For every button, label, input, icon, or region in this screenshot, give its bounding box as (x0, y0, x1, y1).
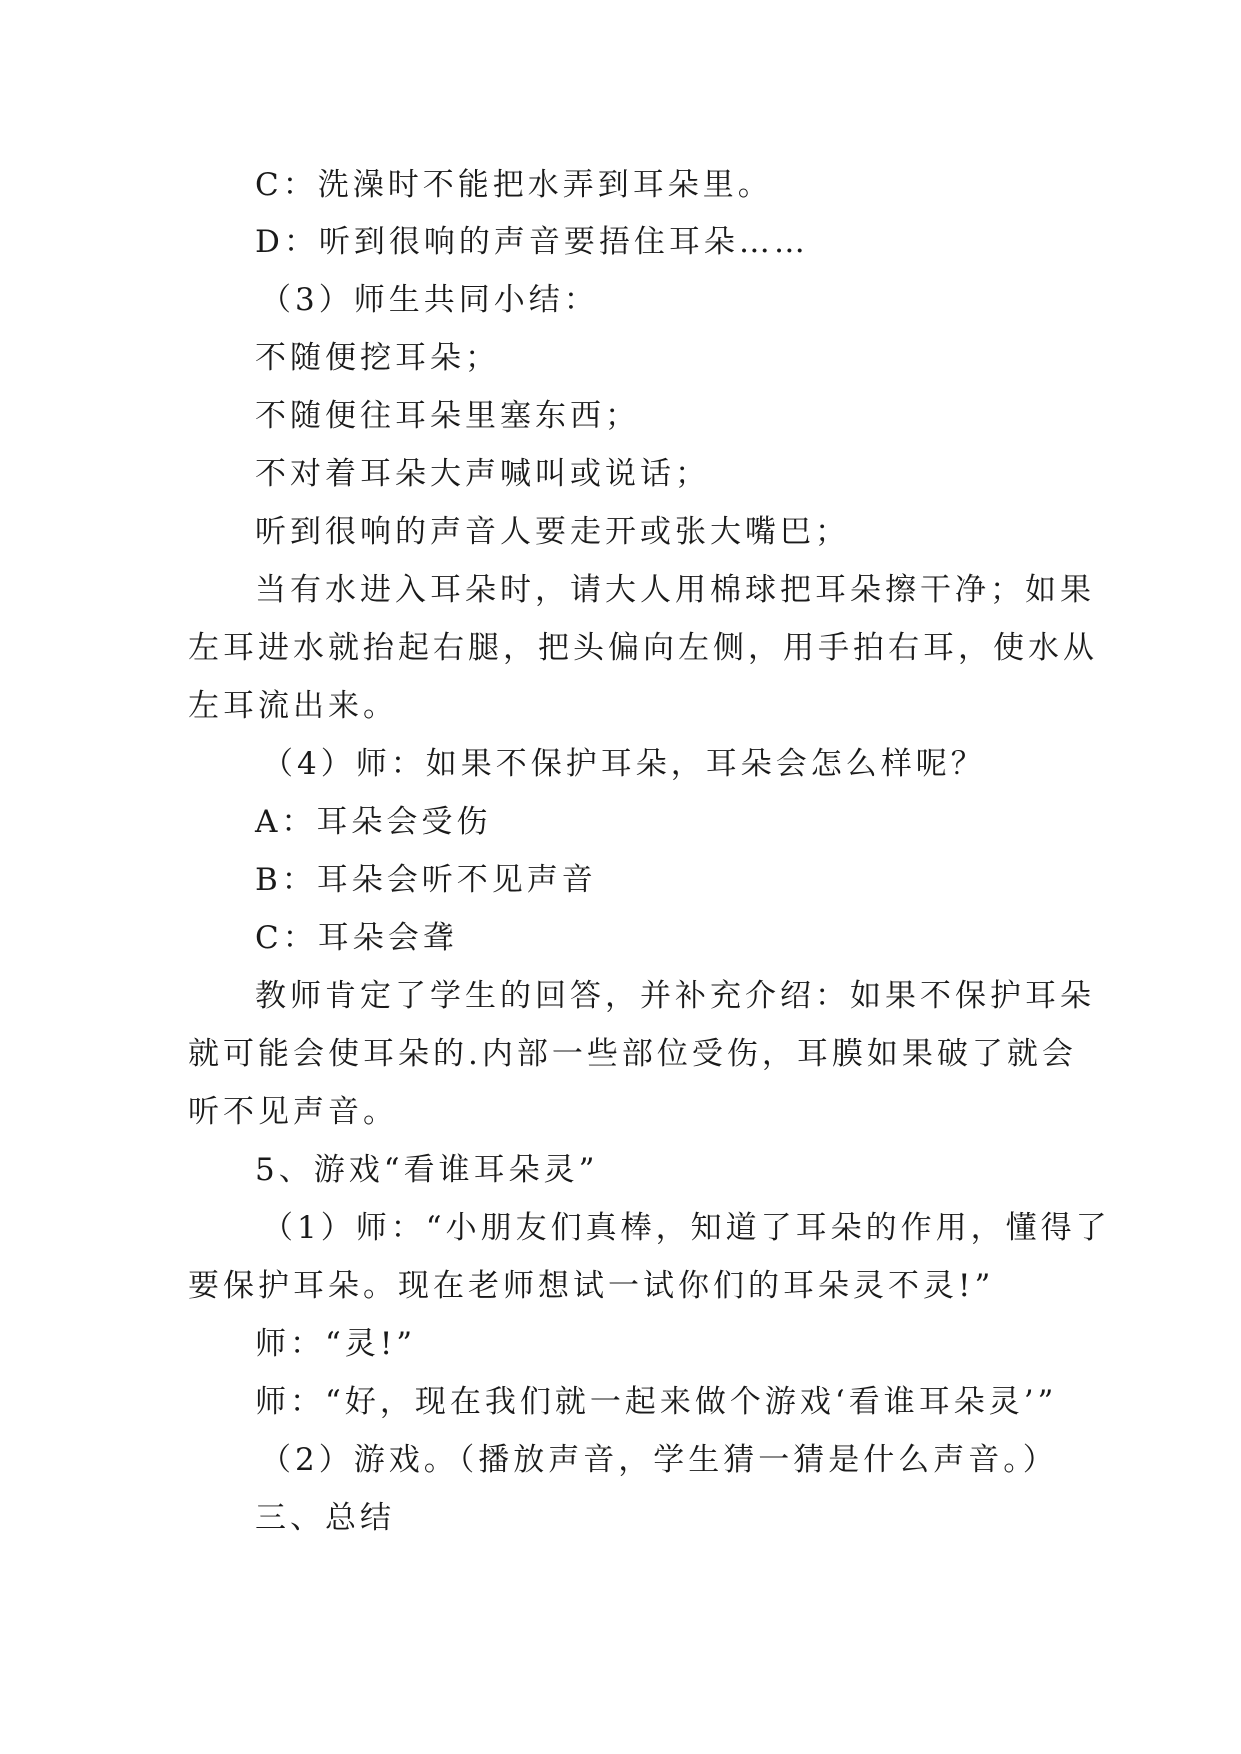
line-summary-3: 不对着耳朵大声喊叫或说话； (255, 456, 710, 492)
paragraph-game-line-2: 要保护耳朵。现在老师想试一试你们的耳朵灵不灵!” (188, 1268, 995, 1304)
line-option-d-loud: D：听到很响的声音要捂住耳朵…… (255, 224, 809, 260)
line-summary-1: 不随便挖耳朵； (255, 340, 500, 376)
paragraph-water-line-1: 当有水进入耳朵时，请大人用棉球把耳朵擦干净；如果 (255, 572, 1095, 608)
line-answer-b: B：耳朵会听不见声音 (255, 862, 597, 898)
line-answer-a: A：耳朵会受伤 (255, 804, 492, 840)
paragraph-water-line-3: 左耳流出来。 (188, 688, 398, 724)
line-option-c-bath: C：洗澡时不能把水弄到耳朵里。 (255, 167, 773, 203)
paragraph-water-line-2: 左耳进水就抬起右腿，把头偏向左侧，用手拍右耳，使水从 (188, 630, 1098, 666)
paragraph-teacher-line-1: 教师肯定了学生的回答，并补充介绍：如果不保护耳朵 (255, 978, 1095, 1014)
line-summary-2: 不随便往耳朵里塞东西； (255, 398, 640, 434)
line-summary-4: 听到很响的声音人要走开或张大嘴巴； (255, 514, 850, 550)
section-summary-heading: 三、总结 (255, 1500, 395, 1536)
line-answer-c: C：耳朵会聋 (255, 920, 458, 956)
line-game-step-2: （2）游戏。（播放声音，学生猜一猜是什么声音。） (260, 1442, 1058, 1478)
paragraph-game-line-1: （1）师：“小朋友们真棒，知道了耳朵的作用，懂得了 (262, 1210, 1111, 1246)
line-question-4: （4）师：如果不保护耳朵，耳朵会怎么样呢？ (262, 746, 986, 782)
line-dialogue-2: 师：“好，现在我们就一起来做个游戏‘看谁耳朵灵’” (255, 1384, 1058, 1420)
paragraph-teacher-line-3: 听不见声音。 (188, 1094, 398, 1130)
line-summary-heading: （3）师生共同小结： (260, 282, 599, 318)
line-dialogue-1: 师：“灵!” (255, 1326, 417, 1362)
paragraph-teacher-line-2: 就可能会使耳朵的.内部一些部位受伤，耳膜如果破了就会 (188, 1036, 1077, 1072)
section-game-heading: 5、游戏“看谁耳朵灵” (255, 1152, 599, 1188)
